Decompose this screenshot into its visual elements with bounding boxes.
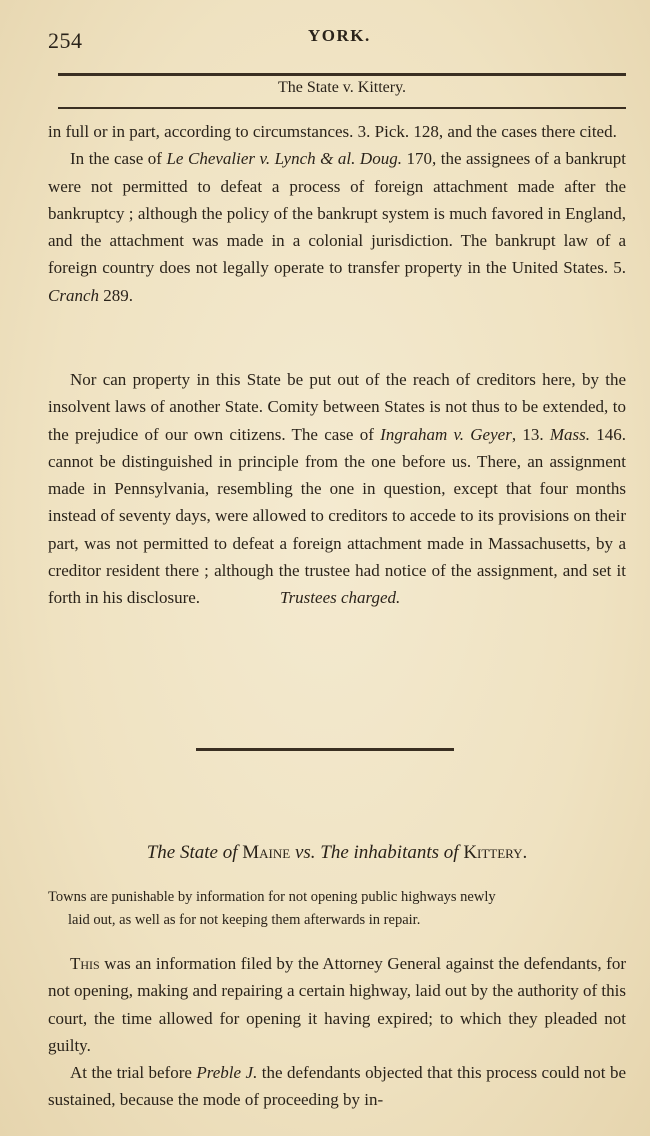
running-title: YORK. — [308, 26, 371, 45]
text: 146. cannot be distinguished in principle from the one before us. There, an assignment made in Pennsylvania, resembling the one in question, except that four months instead of seventy days, were allowed to creditors to accede to its provisions on their part, was not permitted to defeat a foreign attachment made in Massachusetts, by a creditor resident there ; although the trustee had notice of the assignment, and set it forth in his disclosure. — [48, 424, 627, 608]
text: the defendants objected that this process could not be sustained, because the mode of proceeding by in- — [48, 1063, 626, 1110]
case-title — [48, 842, 626, 864]
judge-name: Preble J. — [196, 1063, 258, 1083]
text: In the case of — [70, 149, 167, 169]
text-block-continuation — [48, 118, 626, 309]
text-block-new-case — [48, 950, 626, 1114]
paragraph — [48, 950, 626, 1059]
text: , 13. — [511, 424, 550, 444]
case-result: Trustees charged. — [280, 588, 401, 608]
text: was an information filed by the Attorney General against the defendants, for not opening, making and repairing a certain highway, laid out by the authority of this court, the time allowed for opening it having expired; to which they pleaded not guilty. — [48, 954, 626, 1055]
header-rule-top — [58, 73, 626, 76]
running-head — [48, 24, 628, 54]
reporter-citation: Cranch — [48, 285, 99, 305]
text: 170, the assignees of a bankrupt were not permitted to defeat a process of foreign attachment made after the bankruptcy ; although the policy of the bankrupt system is much favored in England, and the attachment was made in a colonial jurisdiction. The bankrupt law of a foreign country does not legally operate to transfer property in the United States. 5. — [48, 149, 626, 278]
paragraph — [48, 1059, 626, 1114]
paragraph: in full or in part, according to circumstances. 3. Pick. 128, and the cases there cited. — [48, 122, 617, 141]
case-title-part: vs. — [290, 842, 321, 863]
lead-word: This — [70, 954, 100, 973]
reporter-citation: Mass. — [549, 424, 590, 444]
section-separator — [196, 748, 454, 751]
syllabus — [48, 886, 626, 932]
paragraph — [48, 366, 626, 612]
text: At the trial before — [70, 1063, 197, 1083]
case-title-part: The State of — [146, 842, 243, 863]
text-block-opinion — [48, 366, 626, 612]
text: 289. — [99, 285, 133, 305]
case-title-part: The inhabitants of — [320, 842, 464, 863]
case-citation: Ingraham v. Geyer — [380, 424, 512, 444]
header-rule-bottom — [58, 107, 626, 109]
page-number: 254 — [48, 28, 83, 53]
syllabus-line: Towns are punishable by information for not opening public highways newly — [48, 889, 496, 905]
case-running-head: The State v. Kittery. — [277, 79, 407, 96]
case-title-state: Maine — [242, 842, 291, 863]
paragraph — [48, 145, 626, 309]
text: Nor can property in this State be put out of the reach of creditors here, by the insolvent laws of another State. Comity between States is not thus to be extended, to the prejudice of our own citizens. The case of — [48, 370, 626, 444]
case-title-town: Kittery. — [463, 842, 528, 863]
case-citation: Le Chevalier v. Lynch & al. Doug. — [166, 149, 402, 169]
syllabus-line: laid out, as well as for not keeping them afterwards in repair. — [68, 912, 421, 928]
